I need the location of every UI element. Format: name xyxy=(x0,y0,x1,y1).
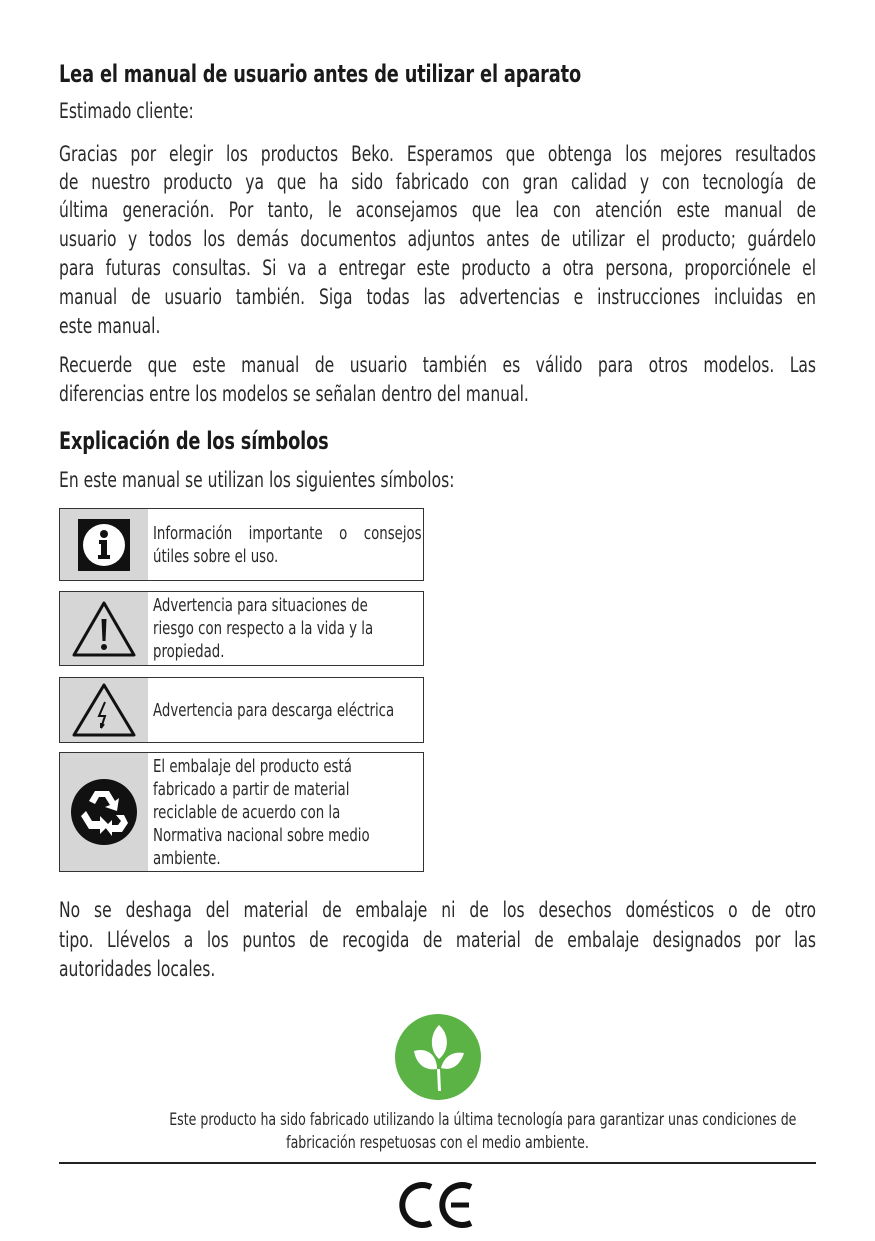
symbol-icon-cell xyxy=(60,678,148,742)
paragraph-line: Gracias por elegir los productos Beko. Esperamos que obtenga los mejores resultados xyxy=(59,142,817,166)
symbol-description: El embalaje del producto está fabricado a partir de material reciclable de acuerdo con la Normativa nacional sobre medio ambiente. xyxy=(153,755,370,869)
paragraph-line: No se deshaga del material de embalaje ni de los desechos domésticos o de otro xyxy=(59,898,817,922)
symbol-icon-cell xyxy=(60,509,148,580)
symbol-description: Advertencia para situaciones de riesgo con respecto a la vida y la propiedad. xyxy=(153,595,374,662)
leaf-icon xyxy=(394,1013,482,1101)
symbol-row-recycle xyxy=(59,752,424,872)
paragraph-line: para futuras consultas. Si va a entregar este producto a otra persona, proporciónele el xyxy=(59,256,817,280)
recycle-icon xyxy=(69,777,139,847)
paragraph-line: Recuerde que este manual de usuario también es válido para otros modelos. Las xyxy=(59,353,817,377)
symbol-description: Información importante o consejos útiles sobre el uso. xyxy=(153,522,422,567)
symbol-icon-cell xyxy=(60,592,148,665)
symbol-row-warning xyxy=(59,591,424,666)
paragraph-line: tipo. Llévelos a los puntos de recogida de material de embalaje designados por las xyxy=(59,928,817,952)
electric-shock-icon xyxy=(71,682,137,738)
eco-line: fabricación respetuosas con el medio ambiente. xyxy=(286,1133,589,1153)
greeting: Estimado cliente: xyxy=(59,99,194,123)
symbol-icon-cell xyxy=(60,753,148,871)
paragraph-line: manual de usuario también. Siga todas las advertencias e instrucciones incluidas en xyxy=(59,285,817,309)
paragraph-line: de nuestro producto ya que ha sido fabricado con gran calidad y con tecnología de xyxy=(59,170,817,194)
paragraph-line: usuario y todos los demás documentos adjuntos antes de utilizar el producto; guárdelo xyxy=(59,227,817,251)
ce-mark-icon xyxy=(399,1180,475,1230)
symbol-row-electric xyxy=(59,677,424,743)
paragraph-line: este manual. xyxy=(59,314,161,338)
warning-icon xyxy=(71,600,137,658)
info-icon xyxy=(77,518,131,572)
symbol-row-info xyxy=(59,508,424,581)
symbols-lead: En este manual se utilizan los siguientes símbolos: xyxy=(59,468,455,492)
paragraph-line: autoridades locales. xyxy=(59,957,216,981)
symbols-title: Explicación de los símbolos xyxy=(59,427,329,455)
page-title: Lea el manual de usuario antes de utilizar el aparato xyxy=(59,60,582,88)
paragraph-line: última generación. Por tanto, le aconsejamos que lea con atención este manual de xyxy=(59,198,817,222)
paragraph-line: diferencias entre los modelos se señalan dentro del manual. xyxy=(59,382,529,406)
divider xyxy=(59,1162,816,1164)
symbol-description: Advertencia para descarga eléctrica xyxy=(153,699,395,721)
eco-line: Este producto ha sido fabricado utilizando la última tecnología para garantizar unas condiciones de xyxy=(169,1110,797,1130)
